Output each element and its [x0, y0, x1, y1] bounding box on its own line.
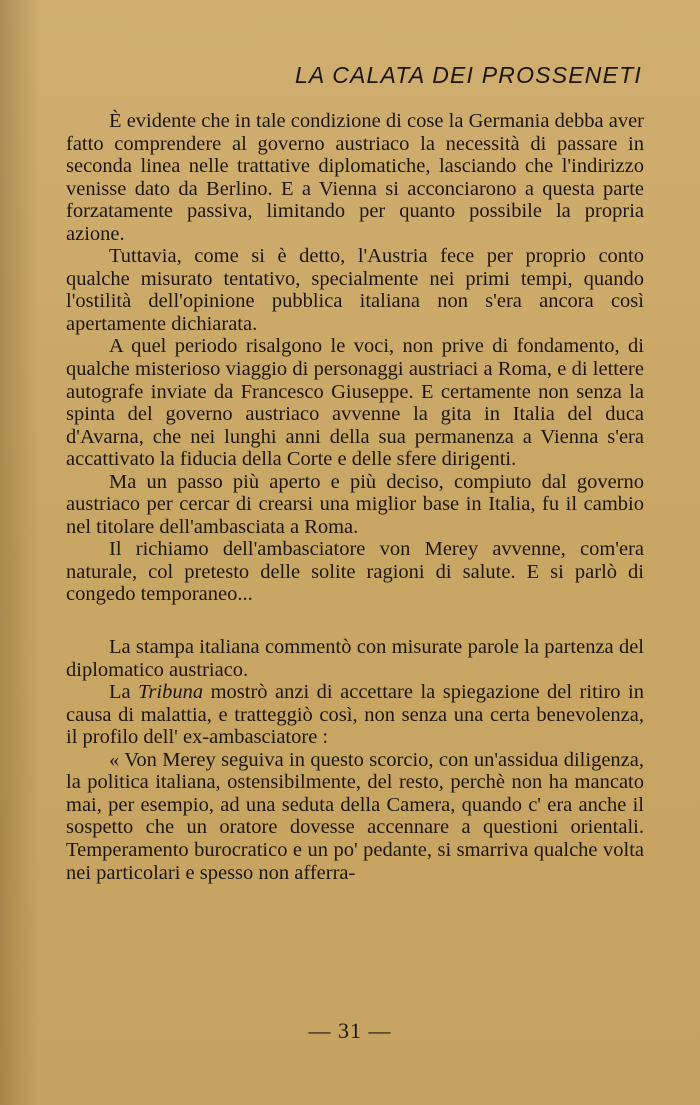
tribuna-rest: mostrò anzi di accettare la spiegazione del ritiro in causa di malattia, e tratteggiò così, non senza una certa benevolenza, il profilo dell' ex-ambasciatore :: [66, 681, 644, 749]
paragraph-5: Il richiamo dell'ambasciatore von Merey avvenne, com'era naturale, col pretesto delle solite ragioni di salute. E si parlò di congedo temporaneo...: [66, 538, 644, 606]
paragraph-6: La stampa italiana commentò con misurate parole la partenza del diplomatico austriaco.: [66, 636, 644, 681]
tribuna-prefix: La: [109, 681, 139, 704]
paragraph-quote: « Von Merey seguiva in questo scorcio, con un'assidua diligenza, la politica italiana, ostensibilmente, del resto, perchè non ha mancato mai, per esempio, ad una seduta della Camera, quando c' era anche il sospetto che un oratore dovesse accennare a questioni orientali. Temperamento burocratico e un po' pedante, si smarriva qualche volta nei particolari e spesso non afferra-: [66, 748, 644, 884]
paragraph-tribuna: [66, 681, 644, 749]
paragraph-1: È evidente che in tale condizione di cose la Germania debba aver fatto comprendere al governo austriaco la necessità di passare in seconda linea nelle trattative diplomatiche, lasciando che l'indirizzo venisse dato da Berlino. E a Vienna si acconciarono a questa parte forzatamente passiva, limitando per quanto possibile la propria azione.: [66, 110, 644, 245]
paragraph-2: Tuttavia, come si è detto, l'Austria fece per proprio conto qualche misurato tentativo, specialmente nei primi tempi, quando l'ostilità dell'opinione pubblica italiana non s'era ancora così apertamente dichiarata.: [66, 245, 644, 335]
paragraph-3: A quel periodo risalgono le voci, non prive di fondamento, di qualche misterioso viaggio di personaggi austriaci a Roma, e di lettere autografe inviate da Francesco Giuseppe. E certamente non senza la spinta del governo austriaco avvenne la gita in Italia del duca d'Avarna, che nei lunghi anni della sua permanenza a Vienna s'era accattivato la fiducia della Corte e delle sfere dirigenti.: [66, 335, 644, 471]
page-number: — 31 —: [308, 1018, 392, 1043]
page-body: [66, 110, 644, 884]
section-gap: [66, 606, 644, 636]
paragraph-4: Ma un passo più aperto e più deciso, compiuto dal governo austriaco per cercar di crearsi una miglior base in Italia, fu il cambio nel titolare dell'ambasciata a Roma.: [66, 470, 644, 538]
newspaper-title: Tribuna: [138, 681, 204, 704]
running-header: LA CALATA DEI PROSSENETI: [294, 62, 642, 88]
